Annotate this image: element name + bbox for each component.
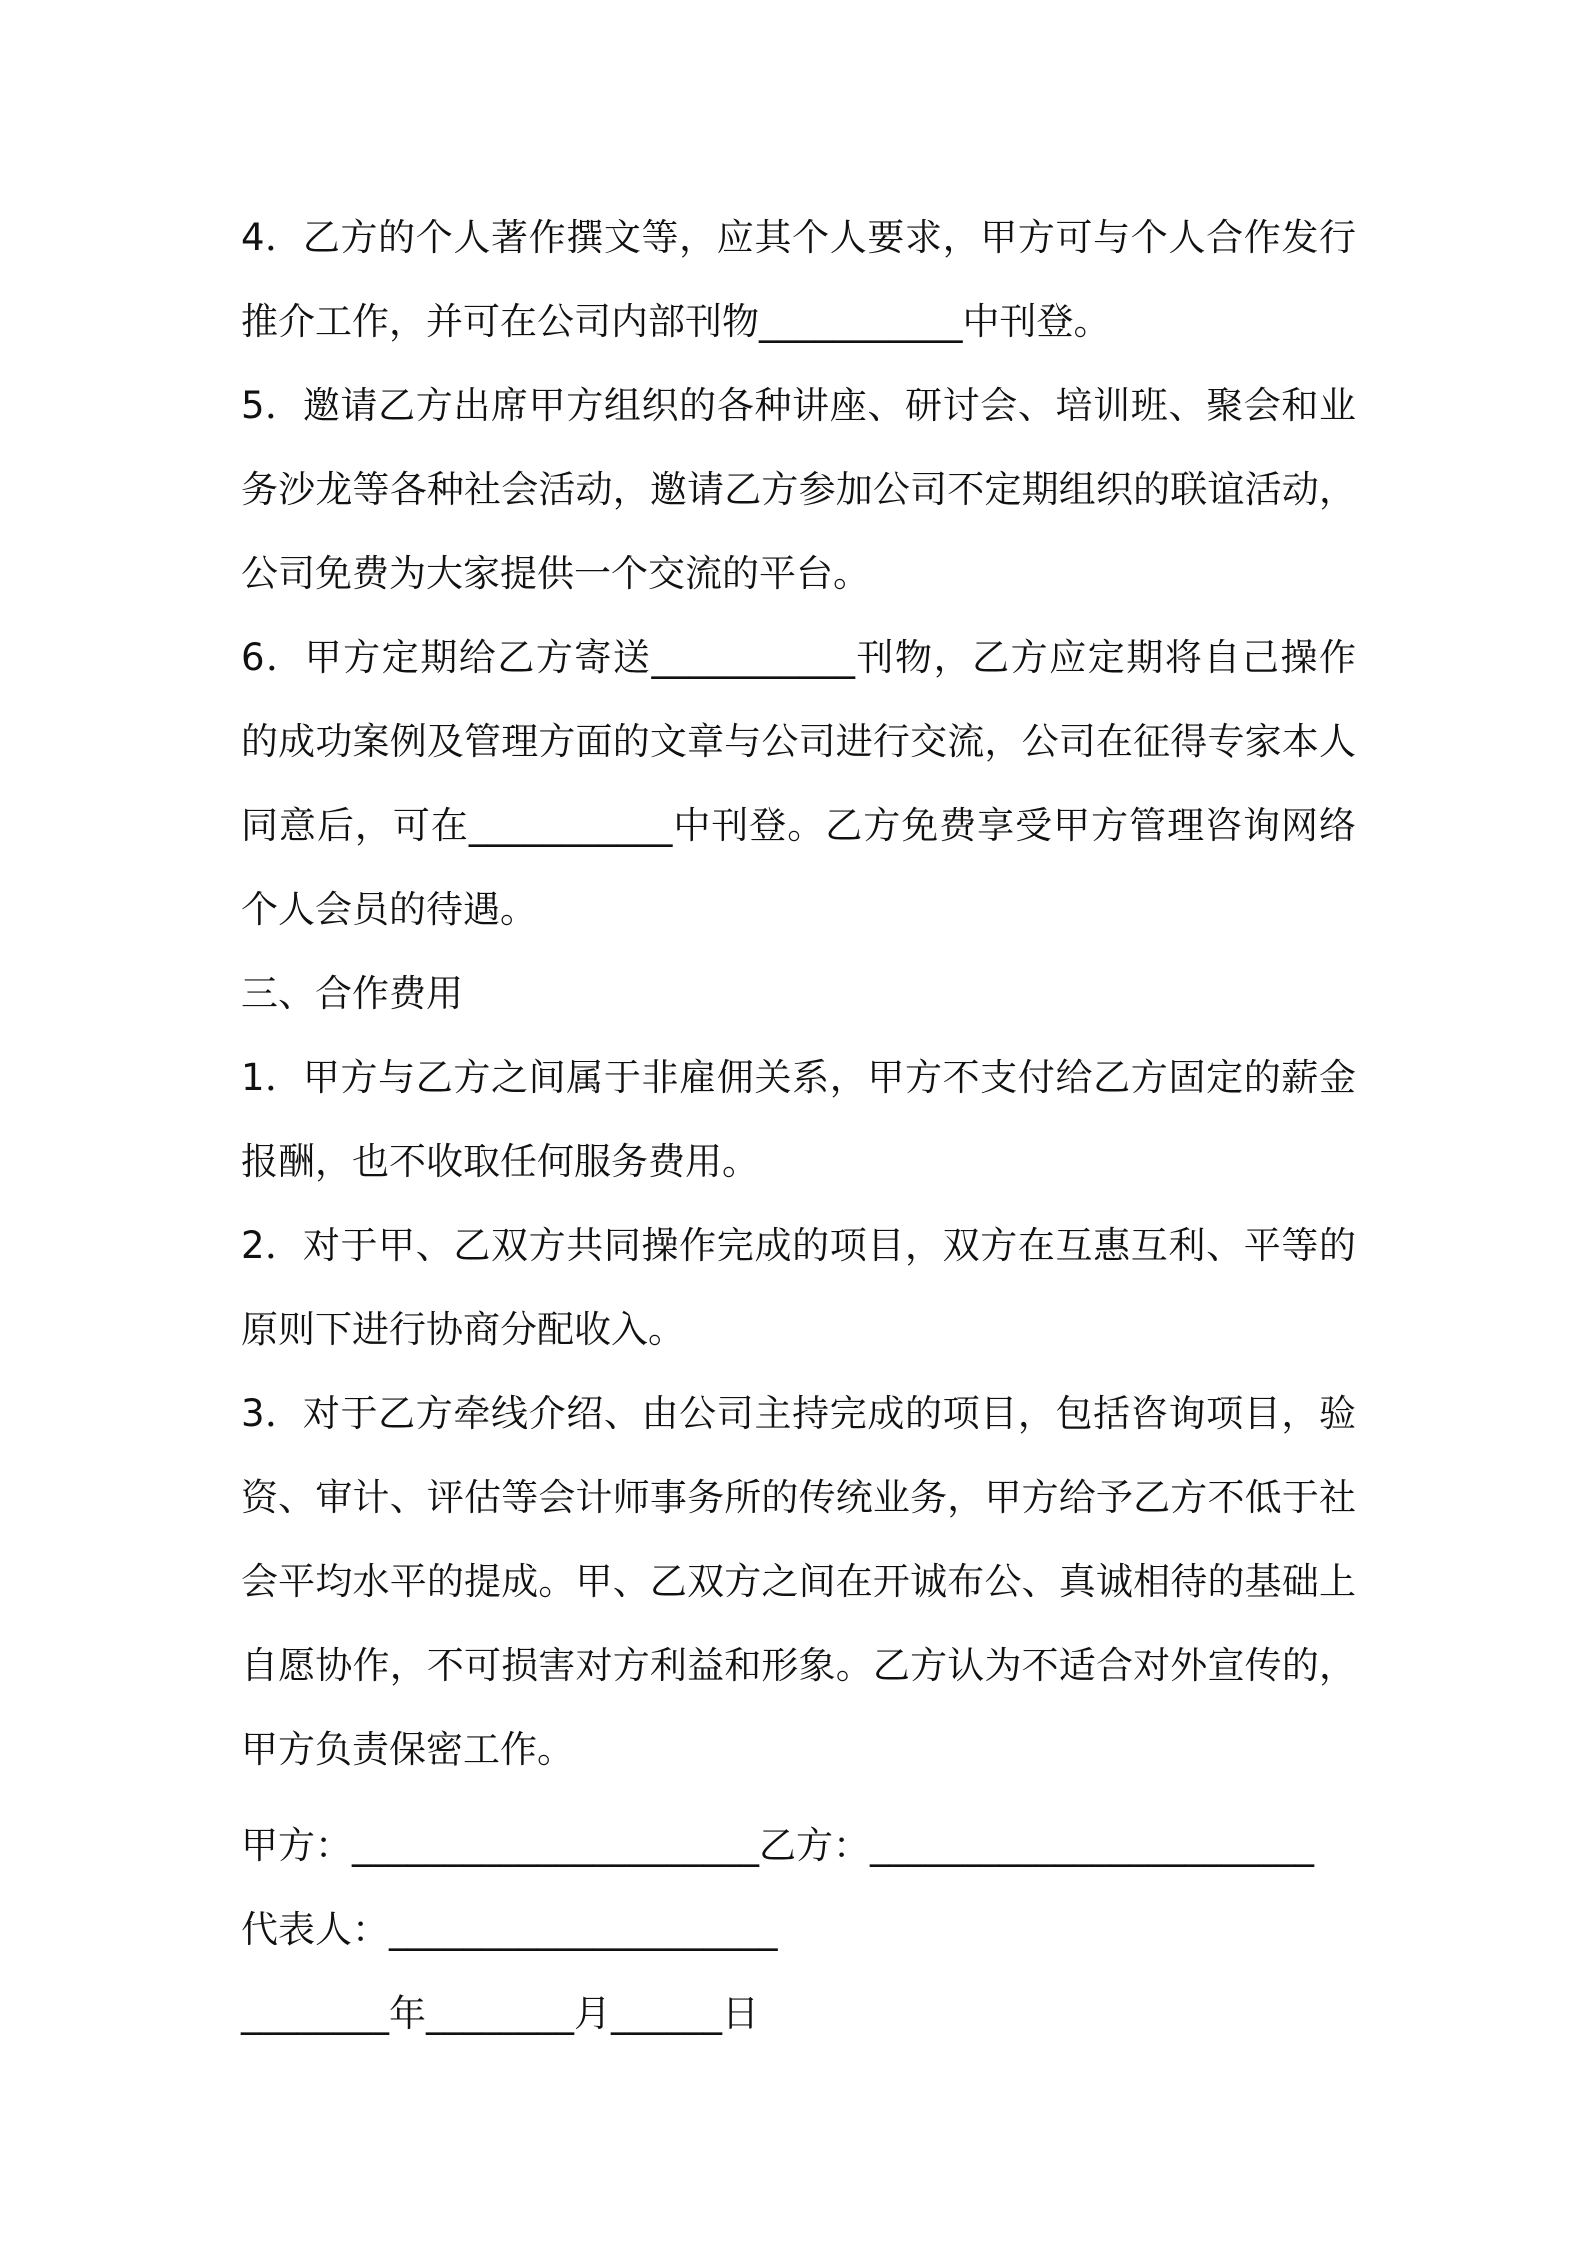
clause-4: 4．乙方的个人著作撰文等，应其个人要求，甲方可与个人合作发行推介工作，并可在公司内部刊物___________中刊登。 [241, 216, 1356, 343]
signature-parties-row [241, 1804, 1356, 1888]
fee-clause-2: 2．对于甲、乙双方共同操作完成的项目，双方在互惠互利、平等的原则下进行协商分配收入。 [241, 1224, 1356, 1351]
clause-5: 5．邀请乙方出席甲方组织的各种讲座、研讨会、培训班、聚会和业务沙龙等各种社会活动，邀请乙方参加公司不定期组织的联谊活动，公司免费为大家提供一个交流的平台。 [241, 384, 1356, 595]
party-b-signature-field[interactable]: 乙方：________________________ [759, 1824, 1314, 1867]
clause-6: 6．甲方定期给乙方寄送___________刊物，乙方应定期将自己操作的成功案例及管理方面的文章与公司进行交流，公司在征得专家本人同意后，可在___________中刊登。乙方免费享受甲方管理咨询网络个人会员的待遇。 [241, 636, 1356, 931]
party-a-signature-field[interactable]: 甲方：______________________ [241, 1824, 759, 1867]
date-field[interactable]: ________年________月______日 [241, 1992, 759, 2035]
document-body [241, 196, 1356, 2056]
fee-clause-1: 1．甲方与乙方之间属于非雇佣关系，甲方不支付给乙方固定的薪金报酬，也不收取任何服务费用。 [241, 1056, 1356, 1183]
signature-spacer [241, 1792, 1356, 1804]
fee-clause-3: 3．对于乙方牵线介绍、由公司主持完成的项目，包括咨询项目，验资、审计、评估等会计师事务所的传统业务，甲方给予乙方不低于社会平均水平的提成。甲、乙双方之间在开诚布公、真诚相待的基础上自愿协作，不可损害对方利益和形象。乙方认为不适合对外宣传的，甲方负责保密工作。 [241, 1392, 1356, 1771]
section-heading-fees: 三、合作费用 [241, 972, 463, 1015]
representative-signature-field[interactable]: 代表人：_____________________ [241, 1908, 778, 1951]
